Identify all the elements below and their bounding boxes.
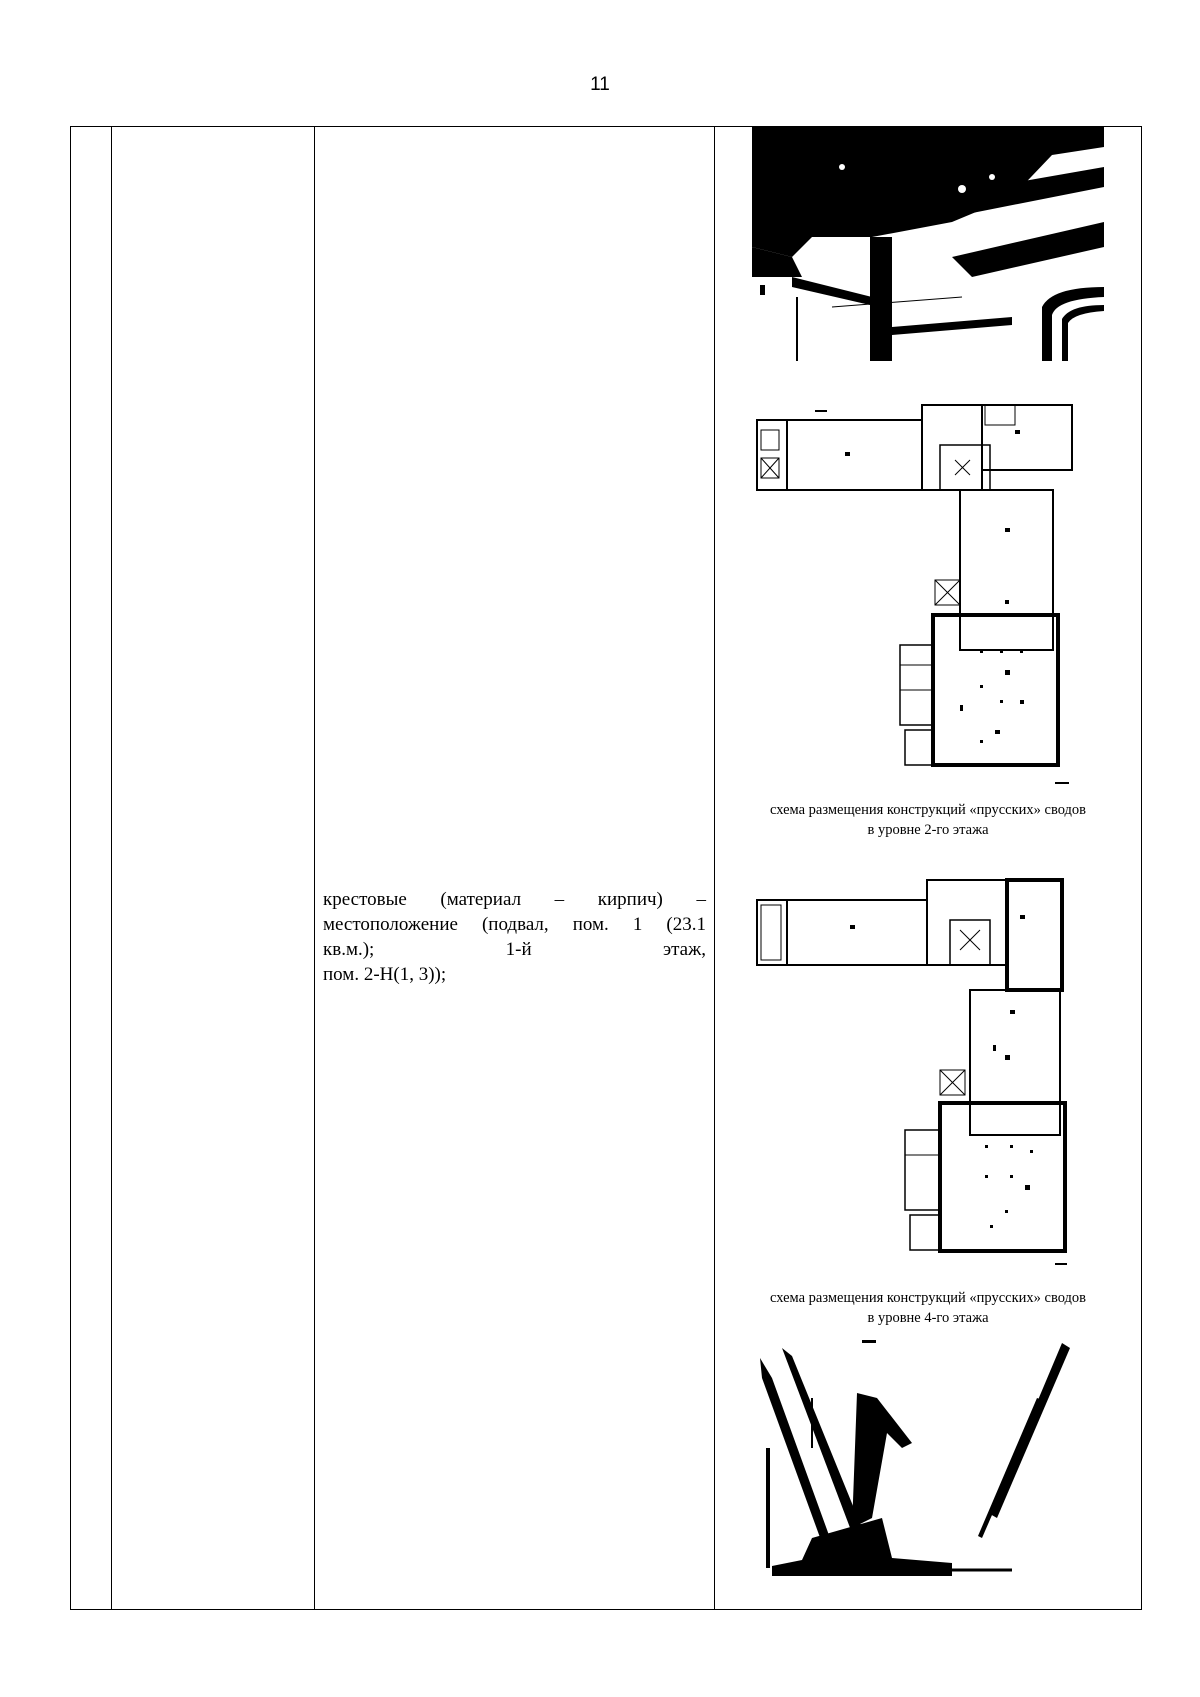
- caption-line: схема размещения конструкций «прусских» сводов: [769, 1290, 1087, 1306]
- caption-line: в уровне 2-го этажа: [867, 822, 989, 838]
- page-number: 11: [590, 74, 610, 95]
- column-divider: [314, 127, 315, 1609]
- column-divider: [111, 127, 112, 1609]
- ceiling-photo: [752, 127, 1104, 361]
- figure-caption: [723, 800, 1133, 840]
- description-line: местоположение (подвал, пом. 1 (23.1: [323, 914, 706, 935]
- vault-photo: [752, 1338, 1092, 1576]
- description-line: крестовые (материал – кирпич) –: [323, 889, 706, 910]
- figure-caption: [723, 1288, 1133, 1328]
- description-fragment: 1-й: [505, 939, 532, 960]
- caption-line: схема размещения конструкций «прусских» сводов: [769, 802, 1087, 818]
- vault-description: [323, 887, 706, 987]
- description-fragment: кв.м.);: [323, 939, 375, 960]
- description-line: пом. 2-Н(1, 3));: [323, 964, 447, 985]
- description-line: [323, 937, 706, 962]
- column-divider: [714, 127, 715, 1609]
- floor-plan-level-2: [755, 400, 1100, 790]
- description-fragment: этаж,: [662, 939, 706, 960]
- caption-line: в уровне 4-го этажа: [867, 1310, 989, 1326]
- floor-plan-level-4: [755, 875, 1100, 1270]
